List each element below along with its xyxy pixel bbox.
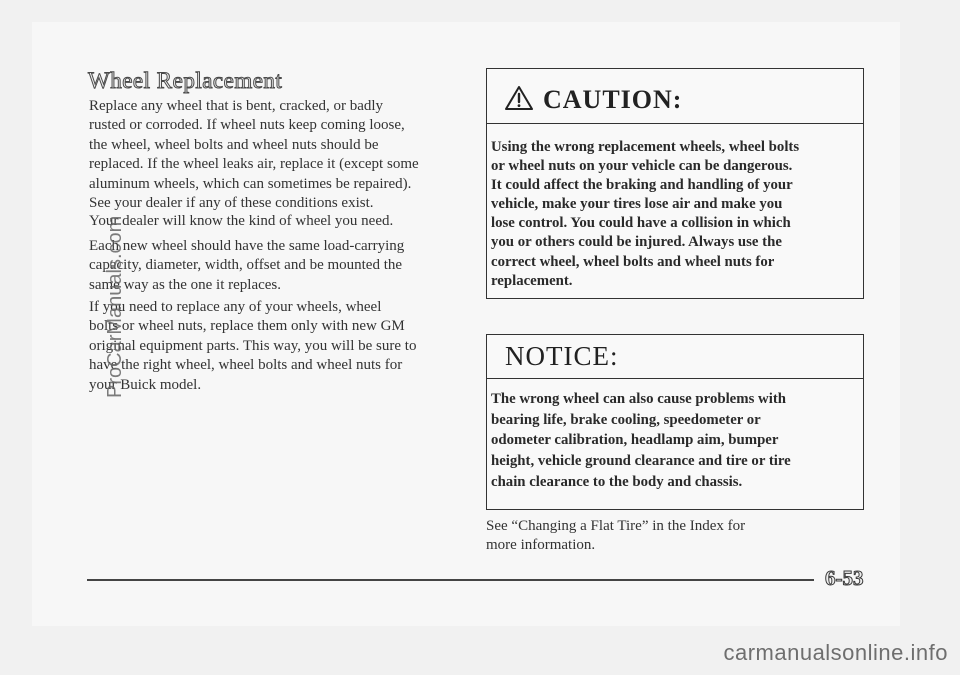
body-paragraph-2: Your dealer will know the kind of wheel you need. [89, 213, 394, 229]
caution-text: Using the wrong replacement wheels, wheel bolts or wheel nuts on your vehicle can be dangerous. It could affect the braking and handling of your vehicle, make your tires lose air and make you lose control. You could have a collision in which you or others could be injured. Always use the correct wheel, wheel bolts and wheel nuts for replacement. [491, 139, 800, 289]
notice-header [487, 335, 863, 379]
body-paragraph-1: Replace any wheel that is bent, cracked, or badly rusted or corroded. If wheel nuts keep coming loose, the wheel, wheel bolts and wheel nuts should be replaced. If the wheel leaks air, replace it (except some aluminum wheels, which can sometimes be repaired). See your dealer if any of these conditions exist. [89, 98, 419, 212]
notice-text: The wrong wheel can also cause problems with bearing life, brake cooling, speedometer or odometer calibration, headlamp aim, bumper height, vehicle ground clearance and tire or tire chain clearance to the body and chassis. [491, 391, 791, 490]
caution-header [487, 69, 863, 124]
warning-triangle-icon [504, 85, 534, 111]
body-paragraph-4: If you need to replace any of your wheels, wheel bolts or wheel nuts, replace them only with new GM original equipment parts. This way, you will be sure to have the right wheel, wheel bolts and wheel nuts for your Buick model. [89, 299, 417, 393]
page-number: 6-53 [825, 566, 864, 590]
section-heading: Wheel Replacement [88, 68, 283, 93]
footer-rule [87, 579, 814, 581]
caution-title: CAUTION: [543, 85, 683, 114]
notice-title: NOTICE: [505, 341, 619, 371]
body-paragraph-3: Each new wheel should have the same load-carrying capacity, diameter, width, offset and be mounted the same way as the one it replaces. [89, 238, 405, 293]
side-watermark-text: ProCarManuals.com [104, 215, 126, 398]
bottom-watermark: carmanualsonline.info [723, 640, 948, 665]
see-also-text: See “Changing a Flat Tire” in the Index for more information. [486, 518, 746, 553]
